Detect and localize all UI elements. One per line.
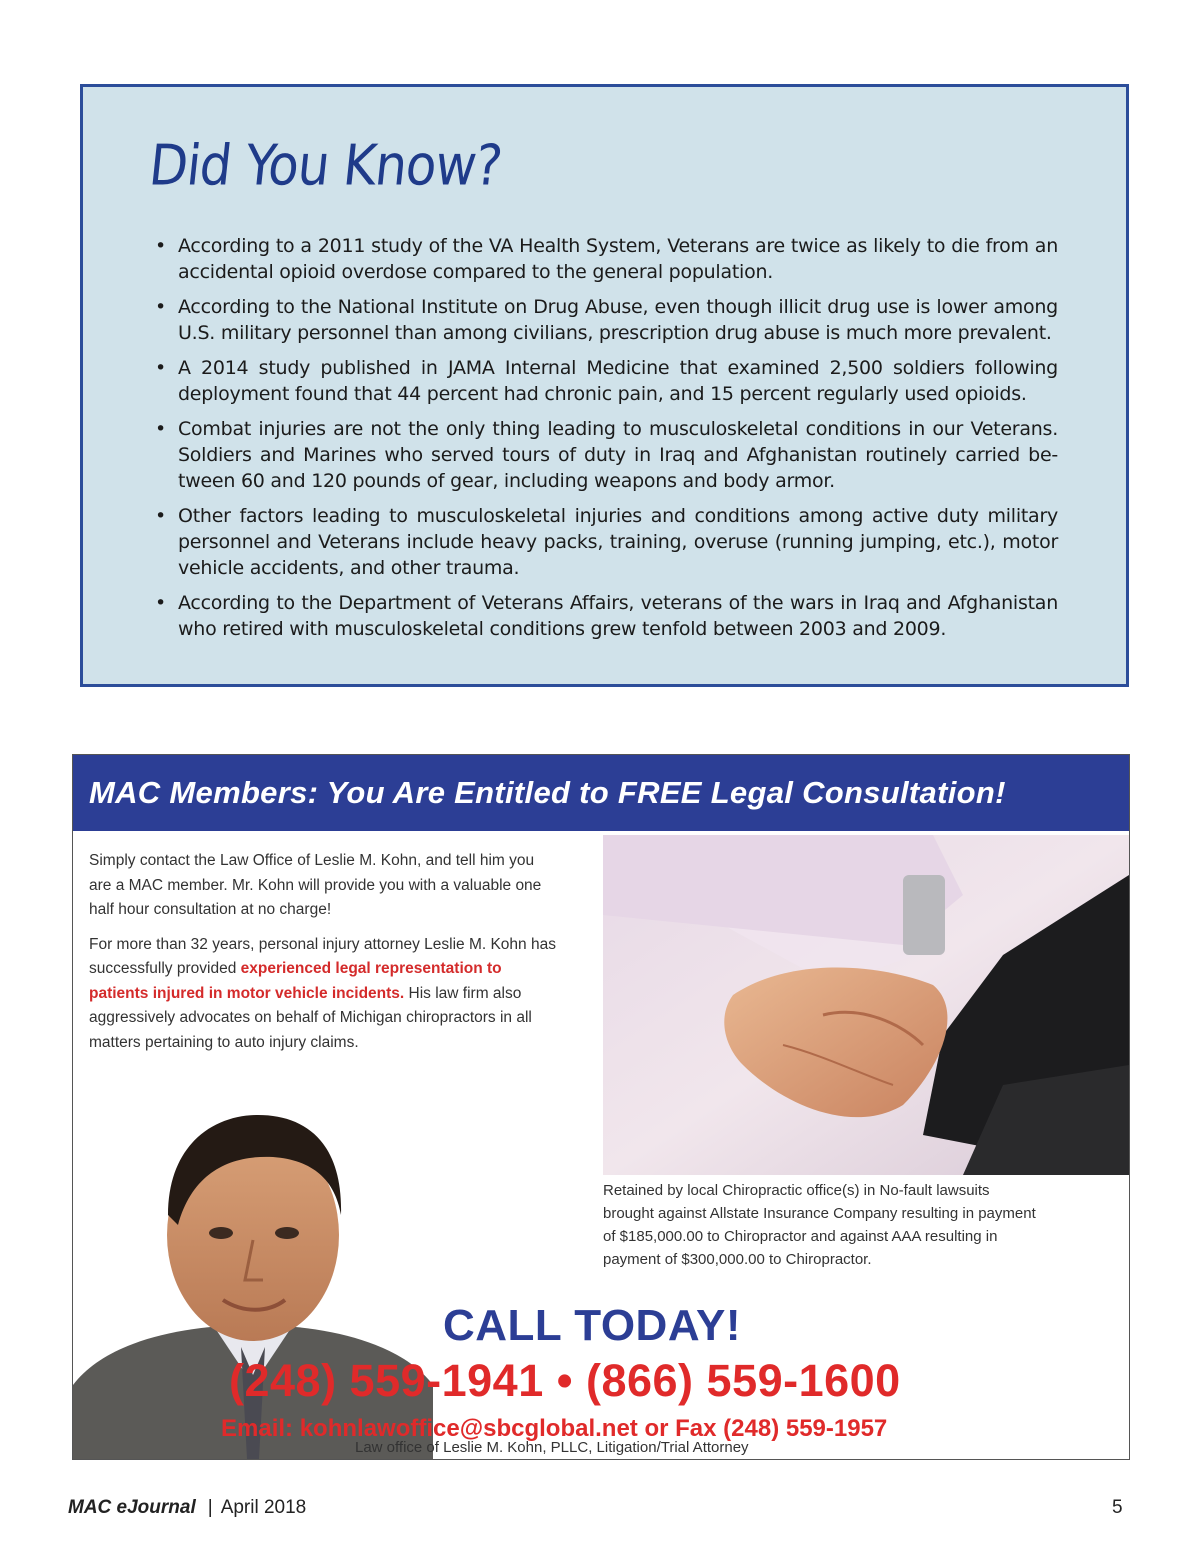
list-item [153, 590, 1058, 642]
did-you-know-box [80, 84, 1129, 687]
ad-paragraph [89, 933, 559, 1056]
list-item-text: According to the National Institute on Drug Abuse, even though illicit drug use is lower among U.S. military personnel than among civilians, prescription drug abuse is much more prevalent. [178, 296, 1058, 344]
ad-paragraph-text: For more than 32 years, personal injury attorney Leslie M. Kohn has successfully provided [89, 935, 556, 977]
issue-date: April 2018 [220, 1497, 307, 1518]
journal-name: MAC eJournal [68, 1497, 196, 1518]
bullet-icon: • [155, 505, 166, 527]
page-number: 5 [1112, 1497, 1123, 1518]
list-item-text: Combat injuries are not the only thing leading to musculoskeletal conditions in our Veterans. Soldiers and Marines who served tours of duty in Iraq and Afghanistan routinely carried be-tween 60 and 120 pounds of gear, including weapons and body armor. [178, 418, 1058, 492]
email-fax-line[interactable]: Email: kohnlawoffice@sbcglobal.net or Fax (248) 559-1957 [221, 1415, 888, 1442]
bullet-icon: • [155, 296, 166, 318]
bullet-icon: • [155, 418, 166, 440]
list-item [153, 416, 1058, 494]
ad-paragraph-text: His law firm also aggressively advocates on behalf of Michigan chiropractors in all matters pertaining to auto injury claims. [89, 984, 532, 1051]
legal-consultation-ad [72, 754, 1130, 1460]
call-today-heading: CALL TODAY! [443, 1301, 742, 1350]
ad-highlight-text: experienced legal representation to patients injured in motor vehicle incidents. [89, 960, 502, 1002]
bullet-icon: • [155, 592, 166, 614]
ad-banner: MAC Members: You Are Entitled to FREE Legal Consultation! [73, 755, 1129, 831]
ad-retained-text: Retained by local Chiropractic office(s) in No-fault lawsuits brought against Allstate Insurance Company resulting in payment of $185,000.00 to Chiropractor and against AAA resulting in payment of $300,000.00 to Chiropractor. [603, 1182, 1036, 1268]
ad-paragraph: Simply contact the Law Office of Leslie M. Kohn, and tell him you are a MAC member. Mr. Kohn will provide you with a valuable one half hour consultation at no charge! [89, 852, 542, 918]
footer-separator: | [207, 1497, 213, 1518]
list-item [153, 503, 1058, 581]
list-item-text: According to the Department of Veterans Affairs, veterans of the wars in Iraq and Afghanistan who retired with musculoskeletal conditions grew tenfold between 2003 and 2009. [178, 592, 1058, 640]
list-item-text: Other factors leading to musculoskeletal injuries and conditions among active duty military personnel and Veterans include heavy packs, training, overuse (running jumping, etc.), motor vehicle accidents, and other trauma. [178, 505, 1058, 579]
list-item-text: A 2014 study published in JAMA Internal Medicine that examined 2,500 soldiers following deployment found that 44 percent had chronic pain, and 15 percent regularly used opioids. [178, 357, 1058, 405]
law-office-caption: Law office of Leslie M. Kohn, PLLC, Litigation/Trial Attorney [355, 1439, 749, 1456]
bullet-icon: • [155, 235, 166, 257]
list-item [153, 355, 1058, 407]
ad-body-text [89, 849, 559, 1065]
handshake-photo [603, 835, 1129, 1175]
list-item-text: According to a 2011 study of the VA Health System, Veterans are twice as likely to die from an accidental opioid overdose compared to the general population. [178, 235, 1058, 283]
did-you-know-list [153, 233, 1058, 651]
did-you-know-title: Did You Know? [146, 133, 505, 198]
list-item [153, 294, 1058, 346]
list-item [153, 233, 1058, 285]
phone-numbers[interactable]: (248) 559-1941 • (866) 559-1600 [229, 1355, 901, 1406]
page-footer [68, 1497, 306, 1519]
bullet-icon: • [155, 357, 166, 379]
